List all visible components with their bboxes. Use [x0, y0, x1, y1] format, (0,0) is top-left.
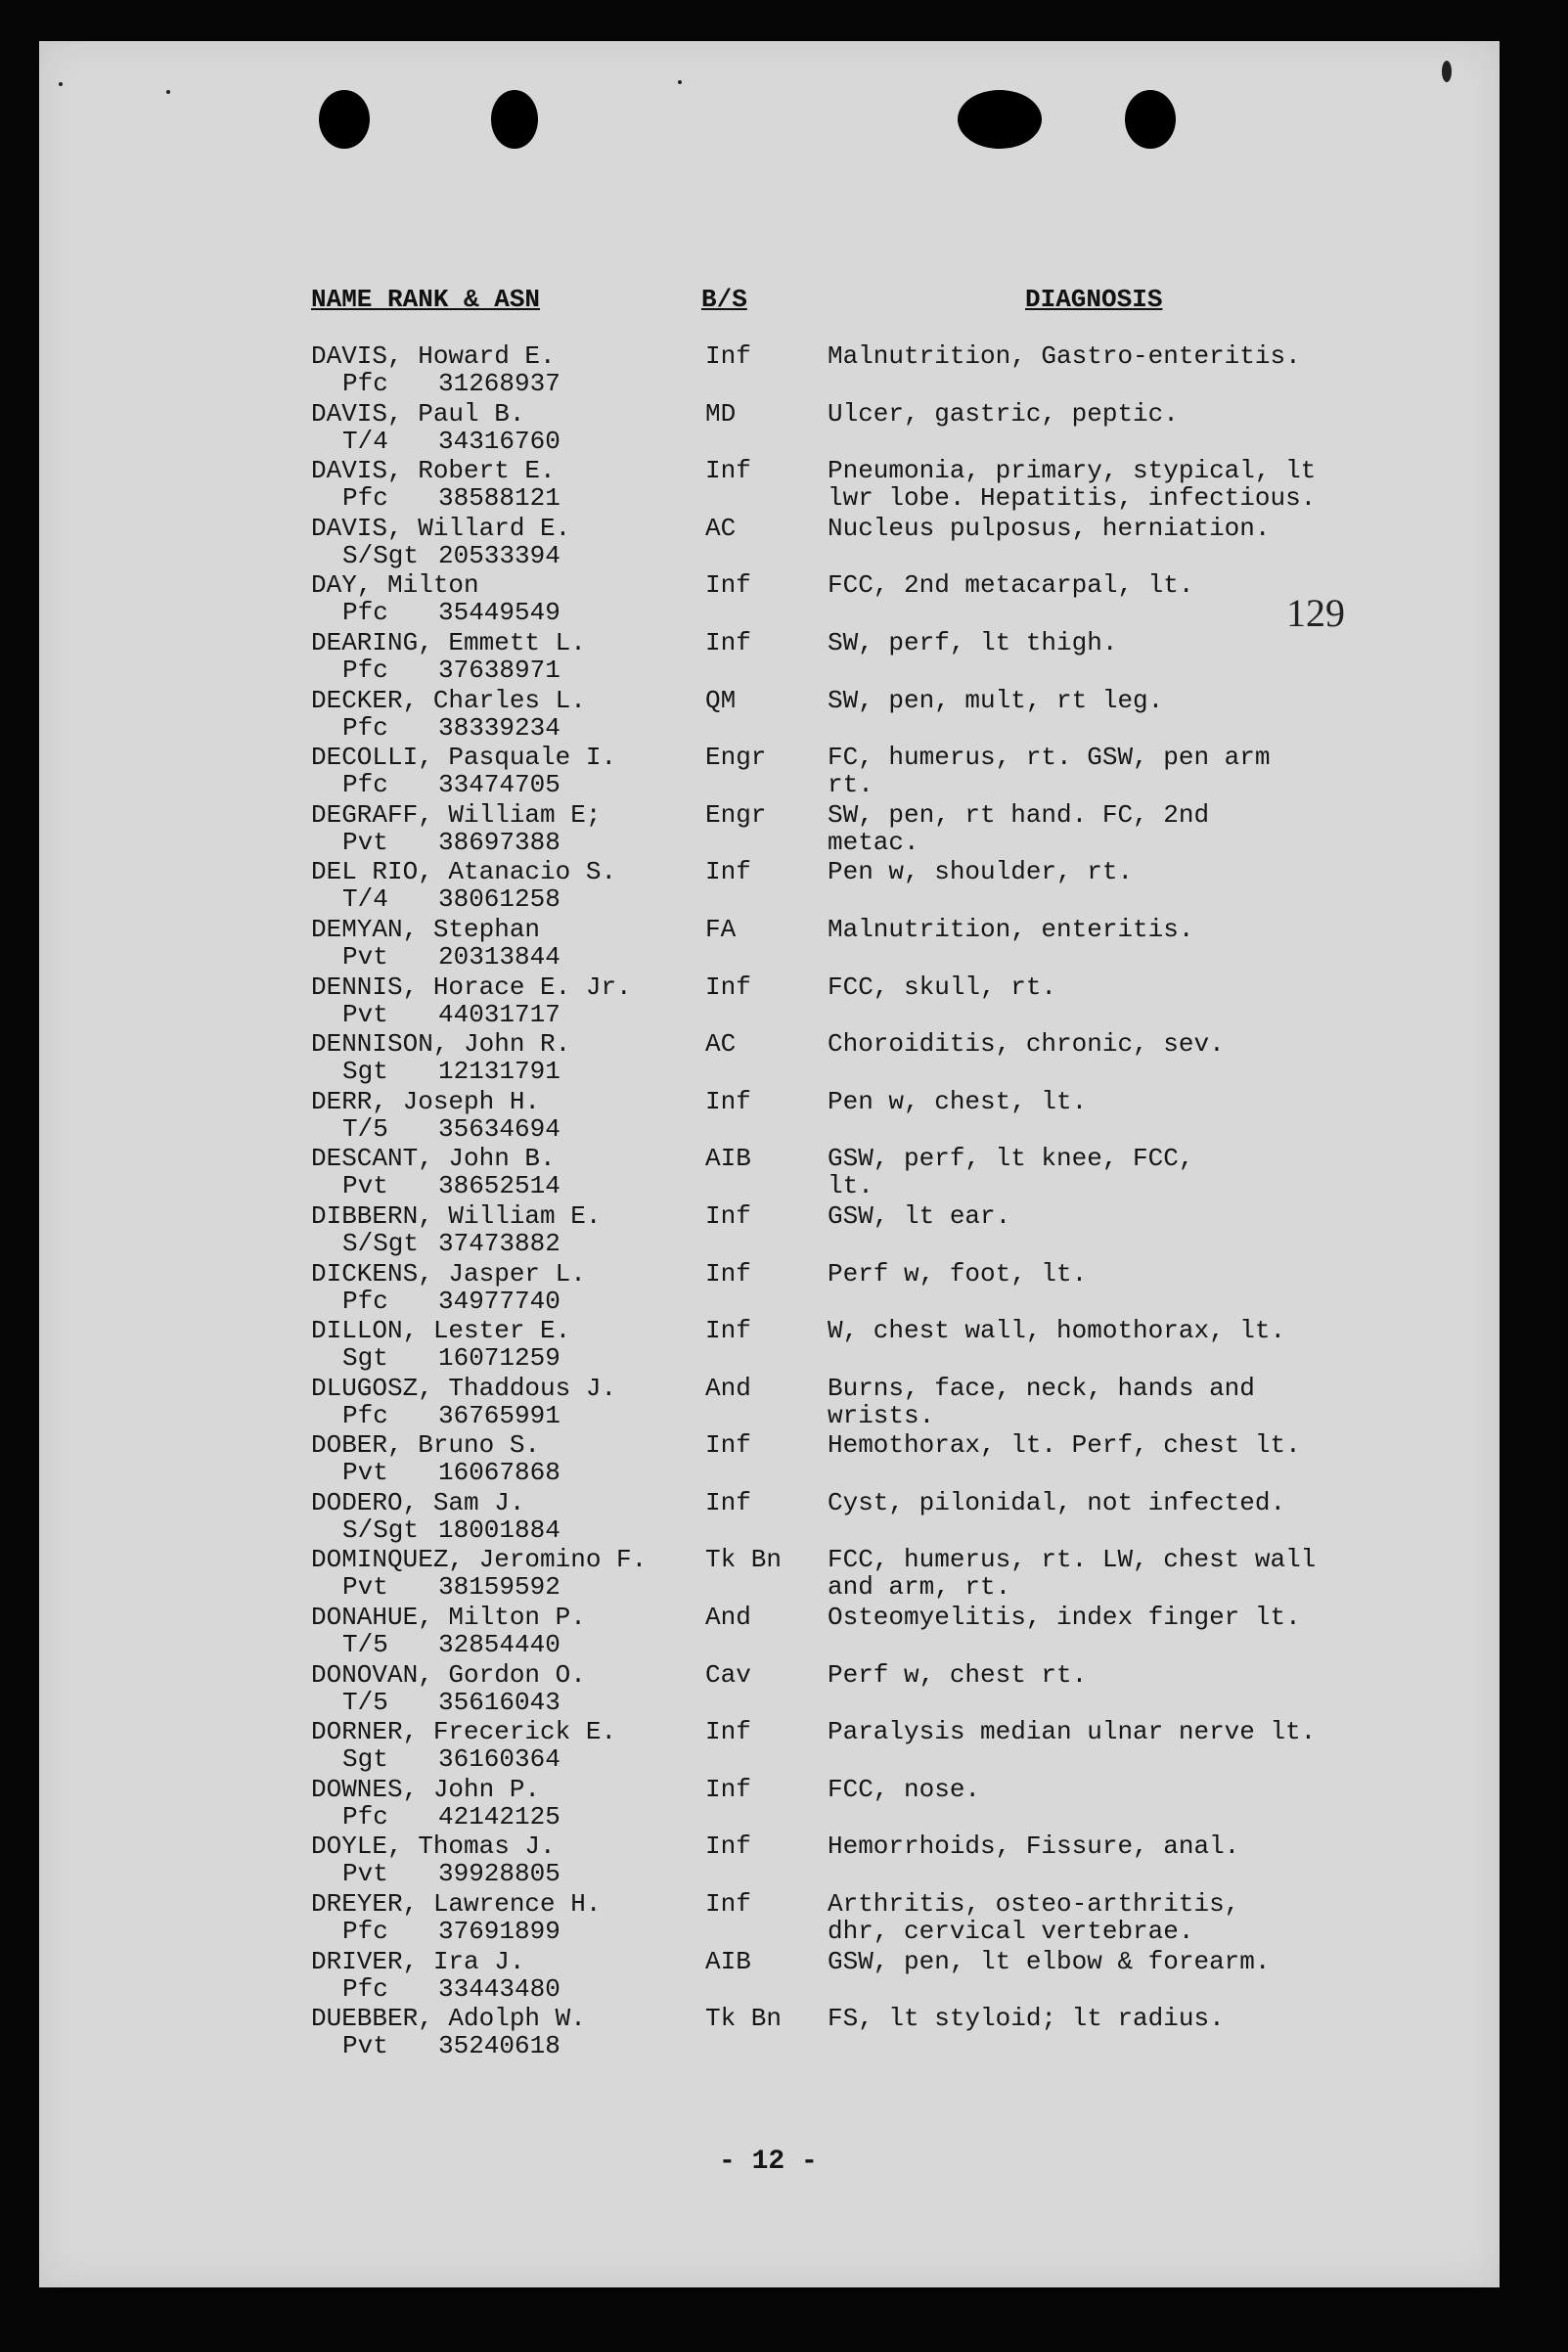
table-row	[39, 457, 1500, 515]
entry-rank: Pfc	[342, 369, 388, 398]
entry-name: DLUGOSZ, Thaddous J.	[311, 1373, 617, 1403]
entry-diagnosis: Perf w, foot, lt.	[828, 1258, 1088, 1289]
entry-diagnosis: GSW, lt ear.	[828, 1200, 1011, 1231]
entry-rank: Pfc	[342, 483, 388, 514]
table-row	[39, 1661, 1500, 1719]
entry-asn: 32854440	[438, 1630, 560, 1660]
entry-asn: 37473882	[438, 1228, 560, 1258]
entry-asn: 35634694	[438, 1113, 560, 1144]
entry-rank-asn	[342, 712, 560, 743]
entry-asn: 38652514	[438, 1171, 560, 1201]
entry-diagnosis: FCC, humerus, rt. LW, chest wall and arm, rt.	[828, 1545, 1317, 1603]
entry-branch: Inf	[705, 1832, 751, 1862]
entry-asn: 34316760	[438, 426, 560, 456]
entry-branch: FA	[705, 914, 737, 944]
entry-name: DICKENS, Jasper L.	[311, 1258, 586, 1289]
entry-asn: 37638971	[438, 655, 560, 685]
entry-diagnosis: Arthritis, osteo-arthritis, dhr, cervical vertebrae.	[828, 1889, 1240, 1947]
entry-asn: 38588121	[438, 483, 560, 514]
table-row	[39, 744, 1500, 801]
entry-rank-asn	[342, 1744, 560, 1775]
entry-name: DUEBBER, Adolph W.	[311, 2004, 586, 2034]
entry-rank-asn	[342, 483, 560, 514]
entry-diagnosis: SW, perf, lt thigh.	[828, 627, 1118, 657]
entry-asn: 36765991	[438, 1400, 560, 1430]
entry-name: DORNER, Frecerick E.	[311, 1717, 617, 1747]
entry-branch: Inf	[705, 857, 751, 887]
entry-branch: Inf	[705, 1086, 751, 1116]
entry-name: DEL RIO, Atanacio S.	[311, 857, 617, 887]
entry-name: DOYLE, Thomas J.	[311, 1832, 556, 1862]
entry-branch: AIB	[705, 1946, 751, 1976]
entry-branch: Inf	[705, 456, 751, 486]
table-row	[39, 1546, 1500, 1604]
entry-branch: Inf	[705, 972, 751, 1002]
table-row	[39, 1088, 1500, 1146]
punch-hole	[1125, 90, 1176, 149]
entry-name: DREYER, Lawrence H.	[311, 1889, 602, 1920]
entry-asn: 38061258	[438, 884, 560, 915]
entry-asn: 33443480	[438, 1973, 560, 2004]
entry-asn: 20533394	[438, 540, 560, 570]
entry-rank-asn	[342, 1859, 560, 1889]
entry-name: DAVIS, Willard E.	[311, 513, 571, 543]
table-row	[39, 342, 1500, 400]
entry-name: DOMINQUEZ, Jeromino F.	[311, 1545, 648, 1575]
entry-diagnosis: Osteomyelitis, index finger lt.	[828, 1603, 1301, 1633]
entry-diagnosis: W, chest wall, homothorax, lt.	[828, 1316, 1286, 1346]
column-header-diagnosis: DIAGNOSIS	[1025, 285, 1163, 314]
entry-rank-asn	[342, 1057, 560, 1087]
entry-rank: Sgt	[342, 1744, 388, 1775]
entry-name: DENNIS, Horace E. Jr.	[311, 972, 632, 1002]
entry-branch: Inf	[705, 1717, 751, 1747]
entry-asn: 16067868	[438, 1458, 560, 1488]
entry-rank: Pvt	[342, 827, 388, 857]
entry-asn: 33474705	[438, 770, 560, 800]
entry-name: DESCANT, John B.	[311, 1144, 556, 1174]
entry-branch: Inf	[705, 1774, 751, 1804]
entry-name: DAVIS, Paul B.	[311, 398, 525, 429]
entry-name: DAVIS, Howard E.	[311, 341, 556, 371]
entry-rank-asn	[342, 1343, 560, 1374]
entry-name: DAY, Milton	[311, 570, 479, 601]
entry-rank: Pfc	[342, 712, 388, 743]
punch-hole	[958, 90, 1042, 149]
entry-name: DECOLLI, Pasquale I.	[311, 743, 617, 773]
entry-asn: 20313844	[438, 941, 560, 972]
entry-name: DEARING, Emmett L.	[311, 627, 586, 657]
speck	[166, 90, 170, 94]
entry-diagnosis: GSW, pen, lt elbow & forearm.	[828, 1946, 1271, 1976]
entry-diagnosis: Burns, face, neck, hands and wrists.	[828, 1373, 1255, 1430]
entry-branch: Inf	[705, 1200, 751, 1231]
entry-rank-asn	[342, 999, 560, 1029]
entry-asn: 42142125	[438, 1801, 560, 1832]
entry-diagnosis: Malnutrition, enteritis.	[828, 914, 1194, 944]
entry-rank-asn	[342, 369, 560, 398]
entry-asn: 37691899	[438, 1917, 560, 1947]
entry-branch: Engr	[705, 743, 767, 773]
entry-branch: Inf	[705, 627, 751, 657]
entry-diagnosis: FCC, skull, rt.	[828, 972, 1057, 1002]
entry-diagnosis: FC, humerus, rt. GSW, pen arm rt.	[828, 743, 1271, 800]
entry-asn: 18001884	[438, 1515, 560, 1545]
speck	[59, 82, 63, 86]
entry-asn: 44031717	[438, 999, 560, 1029]
entry-branch: QM	[705, 685, 737, 715]
entry-asn: 12131791	[438, 1057, 560, 1087]
entry-rank-asn	[342, 2031, 560, 2061]
entry-asn: 36160364	[438, 1744, 560, 1775]
entry-asn: 34977740	[438, 1286, 560, 1316]
entry-diagnosis: Cyst, pilonidal, not infected.	[828, 1487, 1286, 1517]
entry-rank-asn	[342, 1113, 560, 1144]
table-row	[39, 1832, 1500, 1890]
entry-name: DEGRAFF, William E;	[311, 799, 602, 830]
entry-rank-asn	[342, 827, 560, 857]
entry-branch: Inf	[705, 570, 751, 601]
entry-branch: Tk Bn	[705, 2004, 783, 2034]
entry-rank-asn	[342, 1458, 560, 1488]
entry-asn: 38339234	[438, 712, 560, 743]
entry-rank-asn	[342, 1572, 560, 1603]
entry-rank: T/5	[342, 1113, 388, 1144]
entry-name: DOBER, Bruno S.	[311, 1430, 541, 1461]
entry-rank: S/Sgt	[342, 1228, 420, 1258]
table-row	[39, 1489, 1500, 1547]
entry-name: DIBBERN, William E.	[311, 1200, 602, 1231]
page-number: - 12 -	[719, 2147, 818, 2177]
entry-rank: Sgt	[342, 1057, 388, 1087]
entry-rank: T/5	[342, 1630, 388, 1660]
punch-hole	[491, 90, 538, 149]
entry-name: DAVIS, Robert E.	[311, 456, 556, 486]
table-row	[39, 1202, 1500, 1260]
entry-branch: Cav	[705, 1659, 751, 1690]
entry-rank: Pvt	[342, 1572, 388, 1603]
entry-rank-asn	[342, 598, 560, 628]
entry-rank-asn	[342, 1973, 560, 2004]
entry-rank-asn	[342, 1630, 560, 1660]
entry-rank-asn	[342, 426, 560, 456]
entry-rank-asn	[342, 1171, 560, 1201]
table-row	[39, 801, 1500, 859]
table-row	[39, 629, 1500, 687]
entry-rank: Pvt	[342, 1458, 388, 1488]
entry-rank: Pfc	[342, 1973, 388, 2004]
entry-diagnosis: Paralysis median ulnar nerve lt.	[828, 1717, 1317, 1747]
entry-rank-asn	[342, 1801, 560, 1832]
entry-branch: And	[705, 1603, 751, 1633]
entry-branch: Inf	[705, 341, 751, 371]
table-row	[39, 1375, 1500, 1432]
entry-rank: S/Sgt	[342, 540, 420, 570]
table-row	[39, 1145, 1500, 1202]
entry-branch: And	[705, 1373, 751, 1403]
entry-rank: T/4	[342, 884, 388, 915]
entry-asn: 38159592	[438, 1572, 560, 1603]
entry-rank-asn	[342, 770, 560, 800]
entry-rank: S/Sgt	[342, 1515, 420, 1545]
entry-name: DENNISON, John R.	[311, 1029, 571, 1060]
entry-asn: 31268937	[438, 369, 560, 398]
entry-diagnosis: Malnutrition, Gastro-enteritis.	[828, 341, 1301, 371]
table-row	[39, 858, 1500, 916]
entry-asn: 35449549	[438, 598, 560, 628]
entry-rank-asn	[342, 941, 560, 972]
entry-diagnosis: Hemorrhoids, Fissure, anal.	[828, 1832, 1240, 1862]
entry-name: DECKER, Charles L.	[311, 685, 586, 715]
entry-rank: T/4	[342, 426, 388, 456]
table-row	[39, 1890, 1500, 1948]
entry-rank: Pfc	[342, 1286, 388, 1316]
entry-diagnosis: Hemothorax, lt. Perf, chest lt.	[828, 1430, 1301, 1461]
entry-rank: Pvt	[342, 1171, 388, 1201]
entry-rank: Pvt	[342, 1859, 388, 1889]
entry-rank-asn	[342, 540, 560, 570]
entry-diagnosis: Pneumonia, primary, stypical, lt lwr lobe. Hepatitis, infectious.	[828, 456, 1317, 514]
entry-name: DILLON, Lester E.	[311, 1316, 571, 1346]
column-header-name: NAME RANK & ASN	[311, 285, 541, 314]
table-row	[39, 400, 1500, 458]
entry-asn: 35616043	[438, 1687, 560, 1717]
entry-asn: 39928805	[438, 1859, 560, 1889]
entry-name: DERR, Joseph H.	[311, 1086, 541, 1116]
stamp-number: 129	[1286, 591, 1345, 635]
entry-rank: Pfc	[342, 1400, 388, 1430]
column-header-bs: B/S	[701, 285, 747, 314]
speck	[678, 80, 682, 84]
entry-diagnosis: Pen w, shoulder, rt.	[828, 857, 1134, 887]
table-row	[39, 1317, 1500, 1375]
entry-diagnosis: Choroiditis, chronic, sev.	[828, 1029, 1225, 1060]
entry-branch: Inf	[705, 1258, 751, 1289]
table-row	[39, 1260, 1500, 1318]
table-row	[39, 571, 1500, 629]
entry-name: DEMYAN, Stephan	[311, 914, 541, 944]
entry-branch: AC	[705, 1029, 737, 1060]
entry-rank: T/5	[342, 1687, 388, 1717]
entry-branch: Inf	[705, 1430, 751, 1461]
entry-diagnosis: Ulcer, gastric, peptic.	[828, 398, 1179, 429]
entry-rank: Pvt	[342, 2031, 388, 2061]
table-row	[39, 1718, 1500, 1776]
entry-asn: 38697388	[438, 827, 560, 857]
entry-rank: Pfc	[342, 655, 388, 685]
entry-name: DONAHUE, Milton P.	[311, 1603, 586, 1633]
table-row	[39, 916, 1500, 973]
entry-rank-asn	[342, 1515, 560, 1545]
entry-branch: Inf	[705, 1487, 751, 1517]
table-row	[39, 1776, 1500, 1833]
speck	[1442, 61, 1452, 82]
entry-asn: 16071259	[438, 1343, 560, 1374]
entry-rank: Pvt	[342, 941, 388, 972]
entry-branch: Inf	[705, 1889, 751, 1920]
table-row	[39, 1604, 1500, 1661]
entry-diagnosis: FS, lt styloid; lt radius.	[828, 2004, 1225, 2034]
entry-branch: Inf	[705, 1316, 751, 1346]
entry-diagnosis: SW, pen, mult, rt leg.	[828, 685, 1164, 715]
table-row	[39, 1030, 1500, 1088]
table-row	[39, 2005, 1500, 2062]
entry-rank-asn	[342, 1228, 560, 1258]
entry-diagnosis: SW, pen, rt hand. FC, 2nd metac.	[828, 799, 1210, 857]
table-row	[39, 687, 1500, 745]
entry-rank: Pfc	[342, 1917, 388, 1947]
entry-rank-asn	[342, 1917, 560, 1947]
entry-branch: Tk Bn	[705, 1545, 783, 1575]
table-row	[39, 515, 1500, 572]
entry-rank: Pfc	[342, 598, 388, 628]
table-row	[39, 1948, 1500, 2006]
entry-name: DOWNES, John P.	[311, 1774, 541, 1804]
entry-name: DONOVAN, Gordon O.	[311, 1659, 586, 1690]
entry-branch: Engr	[705, 799, 767, 830]
table-row	[39, 1431, 1500, 1489]
entry-branch: MD	[705, 398, 737, 429]
entry-diagnosis: Nucleus pulposus, herniation.	[828, 513, 1271, 543]
entry-rank-asn	[342, 884, 560, 915]
entry-rank-asn	[342, 1400, 560, 1430]
entry-diagnosis: GSW, perf, lt knee, FCC, lt.	[828, 1144, 1194, 1201]
entry-rank: Pvt	[342, 999, 388, 1029]
entry-rank: Pfc	[342, 1801, 388, 1832]
entry-name: DODERO, Sam J.	[311, 1487, 525, 1517]
entry-rank-asn	[342, 1286, 560, 1316]
entry-diagnosis: FCC, 2nd metacarpal, lt.	[828, 570, 1194, 601]
document-page	[39, 41, 1500, 2287]
entry-diagnosis: Pen w, chest, lt.	[828, 1086, 1088, 1116]
entry-rank: Sgt	[342, 1343, 388, 1374]
entry-branch: AC	[705, 513, 737, 543]
entry-rank: Pfc	[342, 770, 388, 800]
entry-diagnosis: Perf w, chest rt.	[828, 1659, 1088, 1690]
entry-rank-asn	[342, 655, 560, 685]
table-row	[39, 973, 1500, 1031]
entry-branch: AIB	[705, 1144, 751, 1174]
entry-diagnosis: FCC, nose.	[828, 1774, 981, 1804]
entry-rank-asn	[342, 1687, 560, 1717]
entry-asn: 35240618	[438, 2031, 560, 2061]
entry-name: DRIVER, Ira J.	[311, 1946, 525, 1976]
punch-hole	[319, 90, 370, 149]
entries-list	[39, 342, 1500, 2062]
